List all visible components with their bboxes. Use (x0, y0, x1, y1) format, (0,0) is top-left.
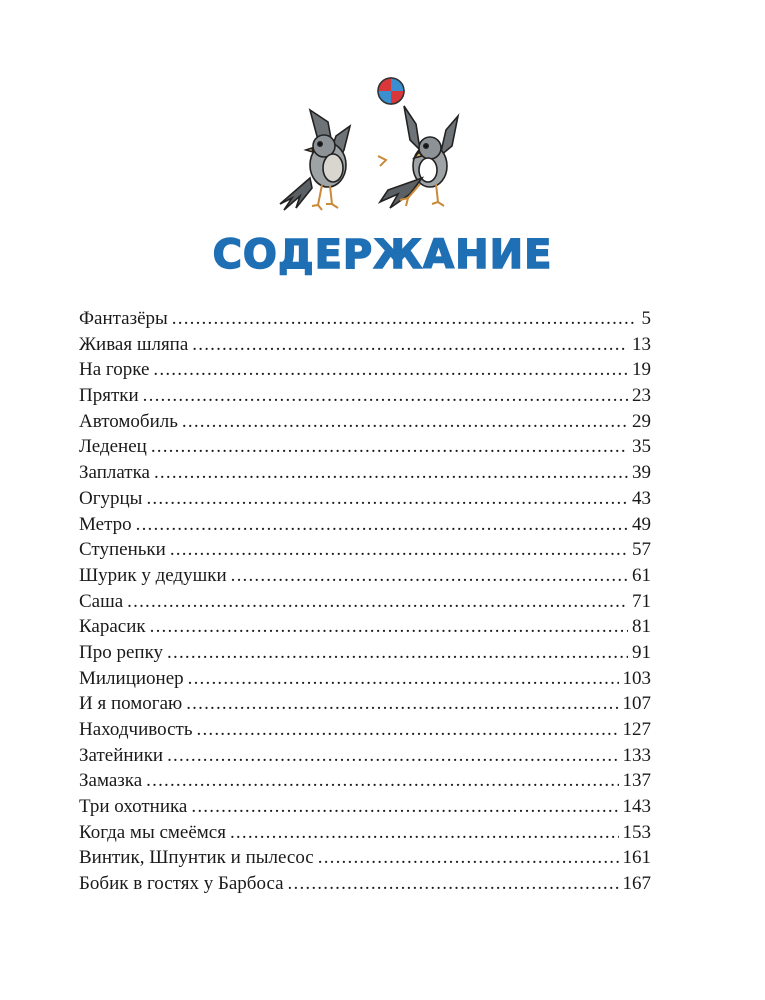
toc-dot-leader (153, 357, 628, 383)
toc-dot-leader (167, 640, 628, 666)
toc-dot-leader (288, 871, 619, 897)
toc-dot-leader (231, 563, 628, 589)
toc-entry[interactable] (79, 383, 651, 409)
toc-entry-page-number: 127 (622, 719, 651, 740)
toc-entry-title: Три охотника (79, 796, 188, 818)
toc-entry-page-number: 61 (632, 564, 651, 586)
toc-entry-title: Огурцы (79, 487, 143, 509)
toc-entry-title: И я помогаю (79, 693, 183, 715)
toc-entry[interactable] (79, 666, 651, 692)
toc-entry-title: Шурик у дедушки (79, 564, 227, 586)
toc-entry-page-number: 5 (641, 308, 651, 329)
toc-dot-leader (188, 666, 619, 692)
sparrows-illustration (270, 70, 480, 220)
toc-entry-title: Карасик (79, 616, 146, 638)
toc-entry-page-number: 167 (622, 873, 651, 895)
right-sparrow-icon (378, 106, 458, 208)
toc-dot-leader (136, 512, 628, 538)
toc-entry-title: Ступеньки (79, 539, 166, 561)
toc-entry-page-number: 107 (622, 693, 651, 715)
toc-entry[interactable] (79, 486, 651, 512)
toc-entry[interactable] (79, 537, 651, 563)
toc-entry[interactable] (79, 409, 651, 435)
toc-entry[interactable] (79, 563, 651, 589)
toc-entry-page-number: 133 (622, 744, 651, 766)
toc-dot-leader (170, 537, 628, 563)
toc-entry-page-number: 35 (632, 436, 651, 458)
toc-entry-page-number: 137 (622, 770, 651, 792)
toc-entry[interactable] (79, 845, 651, 871)
toc-entry[interactable] (79, 794, 651, 820)
toc-entry-page-number: 49 (632, 513, 651, 535)
toc-entry[interactable] (79, 820, 651, 846)
toc-entry[interactable] (79, 871, 651, 897)
toc-entry-title: Леденец (79, 436, 147, 458)
toc-dot-leader (230, 820, 619, 846)
toc-entry-title: Когда мы смеёмся (79, 821, 226, 843)
toc-entry[interactable] (79, 434, 651, 460)
toc-entry-title: Замазка (79, 770, 143, 792)
toc-entry-title: Про репку (79, 641, 164, 663)
toc-dot-leader (172, 306, 637, 332)
toc-entry-page-number: 39 (632, 462, 651, 484)
two-sparrows-playing-ball-icon (270, 70, 480, 220)
ball-icon (378, 78, 404, 104)
toc-dot-leader (146, 486, 628, 512)
toc-entry-title: Живая шляпа (79, 333, 189, 355)
toc-dot-leader (127, 589, 628, 615)
toc-entry-title: Затейники (79, 744, 164, 766)
toc-entry[interactable] (79, 460, 651, 486)
toc-entry-title: Заплатка (79, 462, 150, 484)
toc-entry[interactable] (79, 614, 651, 640)
toc-entry-page-number: 19 (632, 359, 651, 381)
toc-entry[interactable] (79, 768, 651, 794)
toc-entry-title: Находчивость (79, 719, 193, 740)
toc-dot-leader (318, 845, 619, 871)
toc-entry[interactable] (79, 332, 651, 358)
toc-dot-leader (197, 717, 619, 743)
toc-entry-page-number: 29 (632, 410, 651, 432)
toc-entry-title: Саша (79, 590, 124, 612)
toc-entry[interactable] (79, 357, 651, 383)
toc-entry[interactable] (79, 306, 651, 332)
toc-entry-page-number: 161 (622, 847, 651, 869)
toc-dot-leader (191, 794, 618, 820)
toc-dot-leader (154, 460, 628, 486)
left-sparrow-icon (280, 110, 350, 210)
toc-entry-page-number: 23 (632, 385, 651, 407)
toc-entry-title: Милиционер (79, 667, 184, 689)
toc-entry-title: Винтик, Шпунтик и пылесос (79, 847, 314, 869)
toc-entry-page-number: 153 (622, 821, 651, 843)
toc-entry[interactable] (79, 691, 651, 717)
toc-entry[interactable] (79, 512, 651, 538)
toc-entry-title: Фантазёры (79, 308, 168, 329)
toc-entry-title: Бобик в гостях у Барбоса (79, 873, 284, 895)
toc-entry-title: Прятки (79, 385, 139, 407)
toc-entry-page-number: 71 (632, 590, 651, 612)
toc-dot-leader (182, 409, 628, 435)
toc-entry-page-number: 91 (632, 641, 651, 663)
toc-dot-leader (186, 691, 618, 717)
toc-entry[interactable] (79, 743, 651, 769)
page-title: СОДЕРЖАНИЕ (212, 232, 553, 278)
toc-entry-page-number: 43 (632, 487, 651, 509)
toc-dot-leader (167, 743, 618, 769)
table-of-contents (79, 306, 651, 897)
toc-entry-title: На горке (79, 359, 150, 381)
toc-entry-page-number: 13 (632, 333, 651, 355)
toc-entry-page-number: 143 (622, 796, 651, 818)
toc-entry[interactable] (79, 589, 651, 615)
toc-dot-leader (192, 332, 628, 358)
toc-entry[interactable] (79, 717, 651, 743)
toc-dot-leader (143, 383, 628, 409)
toc-dot-leader (150, 614, 628, 640)
toc-dot-leader (151, 434, 628, 460)
toc-entry-page-number: 103 (622, 667, 651, 689)
toc-entry-page-number: 57 (632, 539, 651, 561)
toc-dot-leader (146, 768, 618, 794)
toc-entry-title: Метро (79, 513, 132, 535)
toc-entry[interactable] (79, 640, 651, 666)
toc-entry-title: Автомобиль (79, 410, 178, 432)
toc-entry-page-number: 81 (632, 616, 651, 638)
